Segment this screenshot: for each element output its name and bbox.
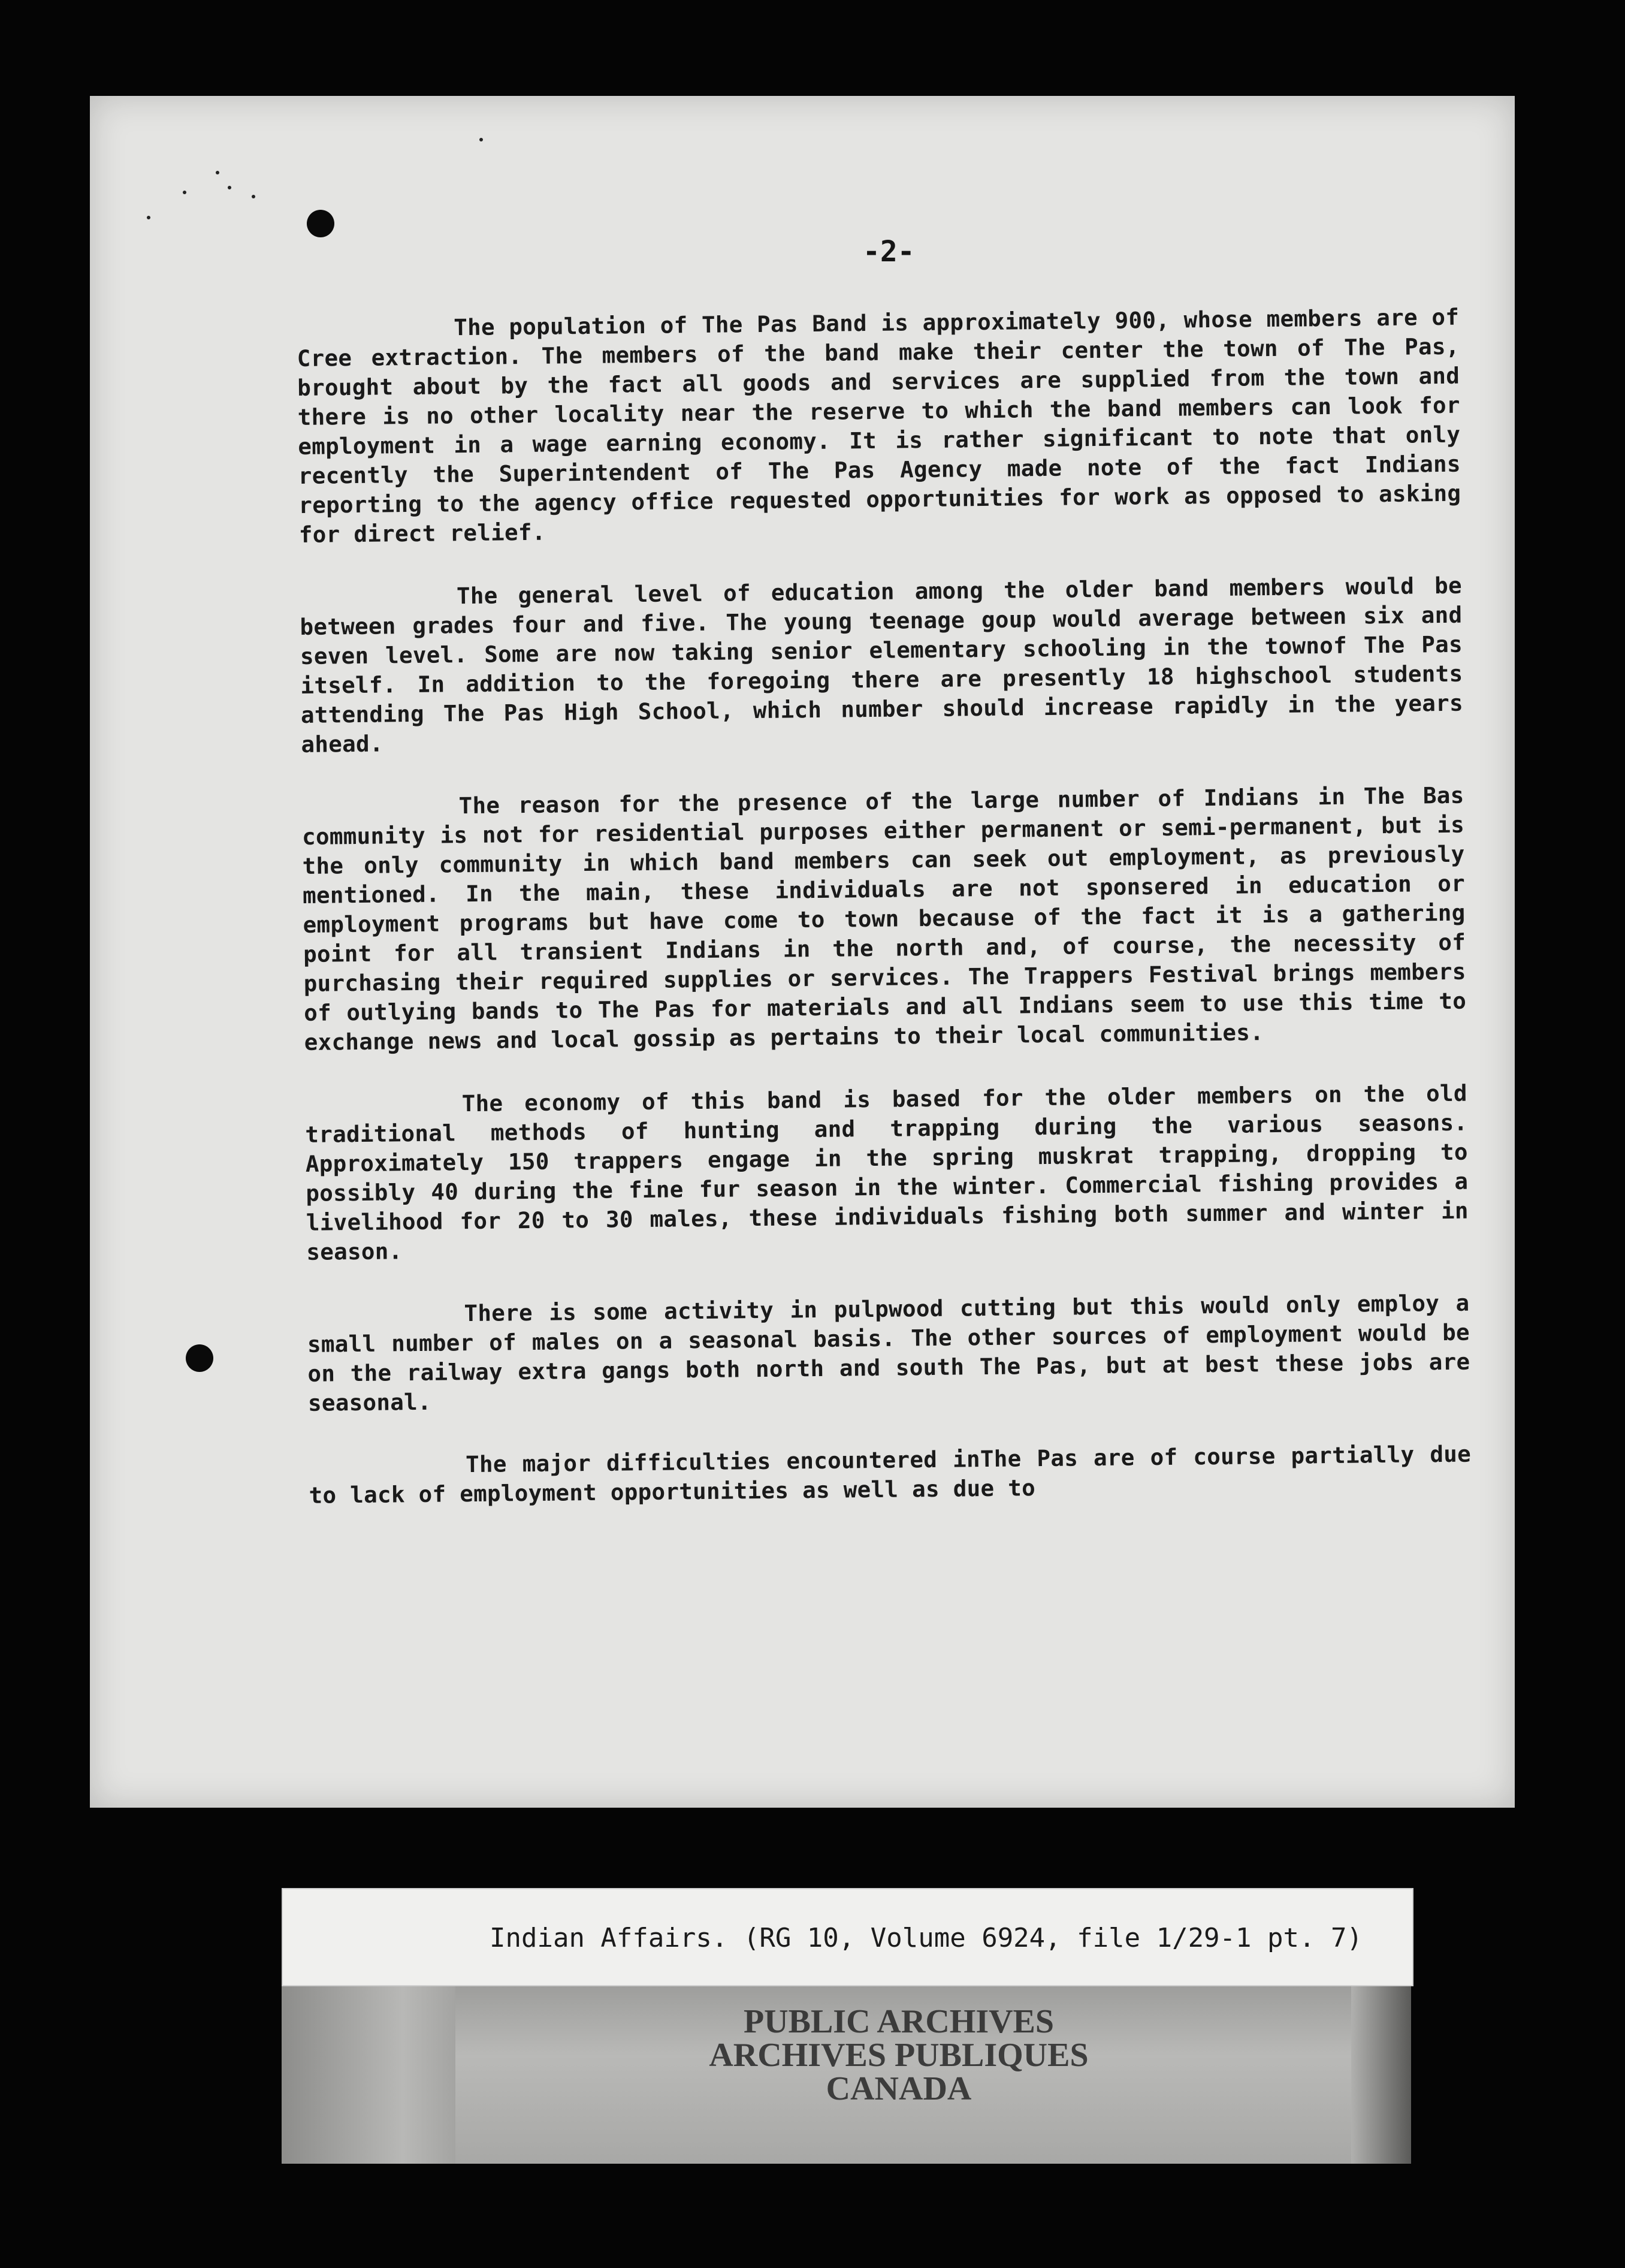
speck	[147, 216, 150, 219]
body-text	[297, 303, 1472, 1544]
stamp-line: CANADA	[826, 2070, 972, 2107]
document-page	[90, 96, 1515, 1808]
speck	[252, 195, 255, 198]
archive-label	[282, 1888, 1413, 1986]
punch-hole-middle	[186, 1344, 213, 1372]
paragraph-pulpwood: There is some activity in pulpwood cutting but this would only employ a small number of males on a seasonal basis. The other sources of employment would be on the railway extra gangs both north and south The Pas, but at best these jobs are seasonal.	[307, 1289, 1470, 1416]
page-number: -2-	[863, 235, 915, 269]
punch-hole-top	[307, 210, 334, 237]
stamp-line: ARCHIVES PUBLIQUES	[709, 2037, 1089, 2074]
paragraph-presence: The reason for the presence of the large number of Indians in The Bas community is not for residential purposes either permanent or semi-permanent, but is the only community in which band members can seek out employment, as previously mentioned. In the main, these individuals are not sponsered in education or employment programs but have come to town because of the fact it is a gathering point for all transient Indians in the north and, of course, the necessity of purchasing their required supplies or services. The Trappers Festival brings members of outlying bands to The Pas for materials and all Indians seem to use this time to exchange news and local gossip as pertains to their local communities.	[301, 782, 1467, 1055]
archive-stamp	[677, 2005, 1120, 2106]
paragraph-difficulties: The major difficulties encountered inThe Pas are of course partially due to lack of employment opportunities as well as due to	[309, 1440, 1472, 1509]
speck	[479, 138, 483, 141]
speck	[216, 171, 219, 174]
speck	[228, 186, 231, 189]
stamp-line: PUBLIC ARCHIVES	[743, 2003, 1055, 2040]
paragraph-economy: The economy of this band is based for the older members on the old traditional methods of hunting and trapping during the various seasons. Approximately 150 trappers engage in the spring muskrat trapping, dropping to possibly 40 during the fine fur season in the winter. Commercial fishing provides a livelihood for 20 to 30 males, these individuals fishing both summer and winter in season.	[305, 1079, 1469, 1265]
paragraph-education: The general level of education among the older band members would be between grades four and five. The young teenage goup would average between six and seven level. Some are now taking senior elementary schooling in the townof The Pas itself. In addition to the foregoing there are presently 18 highschool students attending The Pas High School, which number should increase rapidly in the years ahead.	[300, 572, 1464, 758]
paragraph-population: The population of The Pas Band is approximately 900, whose members are of Cree extraction. The members of the band make their center the town of The Pas, brought about by the fact all goods and services are supplied from the town and there is no other locality near the reserve to which the band members can look for employment in a wage earning economy. It is rather significant to note that only recently the Superintendent of The Pas Agency made note of the fact Indians reporting to the agency office requested opportunities for work as opposed to asking for direct relief.	[297, 303, 1461, 548]
archive-reference: Indian Affairs. (RG 10, Volume 6924, file 1/29-1 pt. 7)	[490, 1923, 1363, 1953]
speck	[183, 191, 186, 194]
